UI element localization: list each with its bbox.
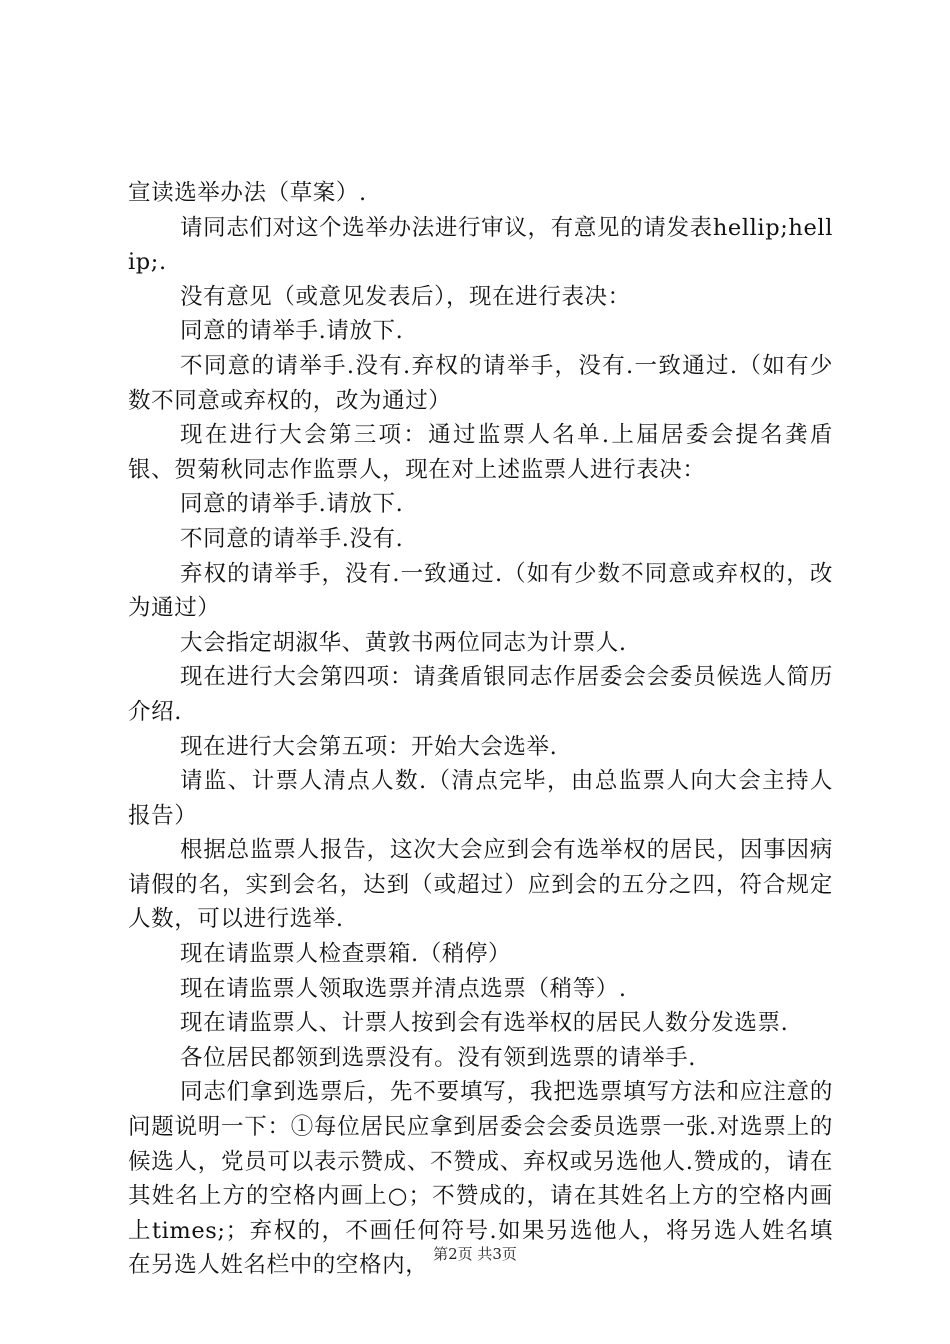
paragraph: 各位居民都领到选票没有。没有领到选票的请举手. (180, 1044, 696, 1071)
page-number: 第2页 共3页 (433, 1245, 517, 1263)
paragraph: 请监、计票人清点人数.（清点完毕，由总监票人向大会主持人报告） (128, 768, 833, 829)
paragraph: 现在进行大会第五项：开始大会选举. (180, 733, 558, 760)
paragraph: 现在请监票人、计票人按到会有选举权的居民人数分发选票. (180, 1010, 789, 1037)
paragraph: 不同意的请举手.没有. (180, 525, 404, 552)
document-body (128, 176, 833, 1283)
paragraph: 不同意的请举手.没有.弃权的请举手，没有.一致通过.（如有少数不同意或弃权的，改为通过） (128, 352, 833, 414)
paragraph: 同意的请举手.请放下. (180, 318, 404, 345)
page-footer (0, 1244, 950, 1264)
paragraph: 同意的请举手.请放下. (180, 491, 404, 518)
paragraph: 请同志们对这个选举办法进行审议，有意见的请发表hellip;hellip;. (128, 214, 833, 276)
paragraph: 宣读选举办法（草案）. (128, 180, 367, 206)
paragraph: 现在进行大会第三项：通过监票人名单.上届居委会提名龚盾银、贺菊秋同志作监票人，现在对上述监票人进行表决： (128, 422, 833, 483)
paragraph: 根据总监票人报告，这次大会应到会有选举权的居民，因事因病请假的名，实到会名，达到（或超过）应到会的五分之四，符合规定人数，可以进行选举. (128, 837, 833, 933)
paragraph: 没有意见（或意见发表后），现在进行表决： (180, 283, 631, 310)
paragraph: 现在请监票人检查票箱.（稍停） (180, 941, 512, 968)
paragraph: 弃权的请举手，没有.一致通过.（如有少数不同意或弃权的，改为通过） (128, 560, 833, 622)
paragraph: 同志们拿到选票后，先不要填写，我把选票填写方法和应注意的问题说明一下：①每位居民应拿到居委会会委员选票一张.对选票上的候选人，党员可以表示赞成、不赞成、弃权或另选他人.赞成的，请在其姓名上方的空格内画上○；不赞成的，请在其姓名上方的空格内画上times;；弃权的，不画任何符号.如果另选他人，将另选人姓名填在另选人姓名栏中的空格内， (128, 1079, 833, 1279)
paragraph: 大会指定胡淑华、黄敦书两位同志为计票人. (180, 629, 627, 656)
paragraph: 现在进行大会第四项：请龚盾银同志作居委会会委员候选人简历介绍. (128, 664, 833, 725)
paragraph: 现在请监票人领取选票并清点选票（稍等）. (180, 975, 627, 1002)
